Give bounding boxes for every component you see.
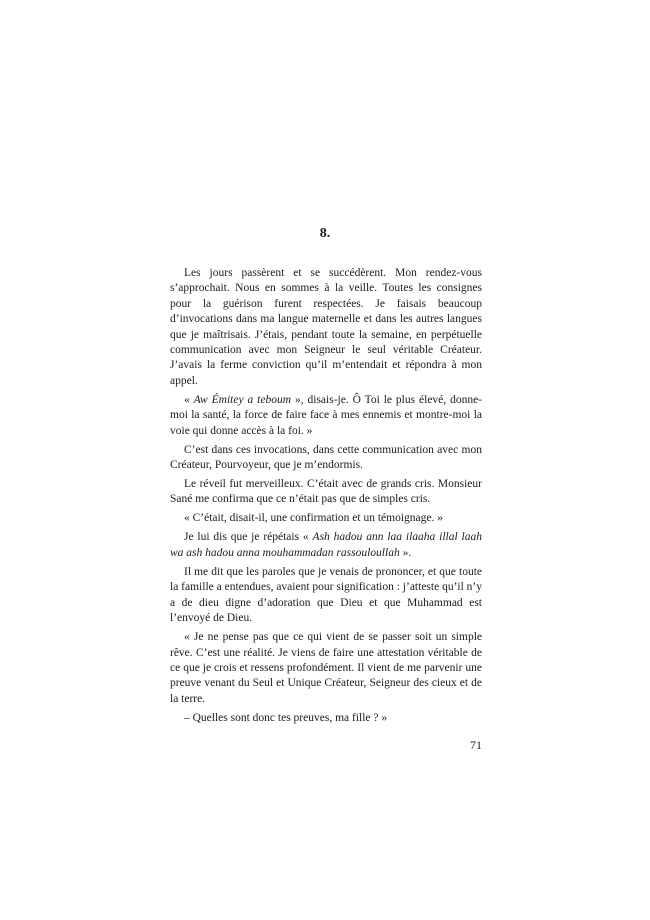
paragraph: « Aw Émitey a teboum », disais-je. Ô Toi le plus élevé, donne-moi la santé, la force de faire face à mes ennemis et montre-moi la voie qui donne accès à la foi. »	[170, 393, 483, 437]
chapter-body	[170, 266, 482, 730]
paragraph: Il me dit que les paroles que je venais de prononcer, et que toute la famille a entendues, avaient pour signification : j’atteste qu’il n’y a de dieu digne d’adoration que Dieu et que Muhammad est l’envoyé de Dieu.	[170, 565, 482, 625]
paragraph: Je lui dis que je répétais « Ash hadou ann laa ilaaha illal laah wa ash hadou anna mouhammadan rassouloullah ».	[170, 531, 482, 559]
paragraph: Le réveil fut merveilleux. C’était avec de grands cris. Monsieur Sané me confirma que ce n’était pas que de simples cris.	[170, 478, 482, 506]
paragraph: « C’était, disait-il, une confirmation et un témoignage. »	[184, 512, 444, 525]
paragraph: – Quelles sont donc tes preuves, ma fille ? »	[184, 711, 388, 724]
chapter-number: 8.	[319, 226, 331, 241]
paragraph: « Je ne pense pas que ce qui vient de se passer soit un simple rêve. C’est une réalité. Je viens de faire une attestation véritable de ce que je crois et ressens profondément. Il vient de me parvenir une preuve venant du Seul et Unique Créateur, Seigneur des cieux et de la terre.	[170, 631, 482, 705]
shahada-italic: Ash hadou ann laa ilaaha illal laah wa ash hadou anna mouhammadan rassouloullah	[170, 531, 482, 559]
invocation-italic: Aw Émitey a teboum	[193, 393, 292, 406]
paragraph: C’est dans ces invocations, dans cette communication avec mon Créateur, Pourvoyeur, que je m’endormis.	[170, 443, 482, 472]
paragraph: Les jours passèrent et se succédèrent. Mon rendez-vous s’approchait. Nous en sommes à la veille. Toutes les consignes pour la guérison furent respectées. Je faisais beaucoup d’invocations dans ma langue maternelle et dans les autres langues que je maîtrisais. J’étais, pendant toute la semaine, en perpétuelle communication avec mon Seigneur le seul véritable Créateur. J’avais la ferme conviction qu’il m’entendait et répondra à mon appel.	[170, 267, 482, 387]
page-number: 71	[470, 738, 482, 752]
